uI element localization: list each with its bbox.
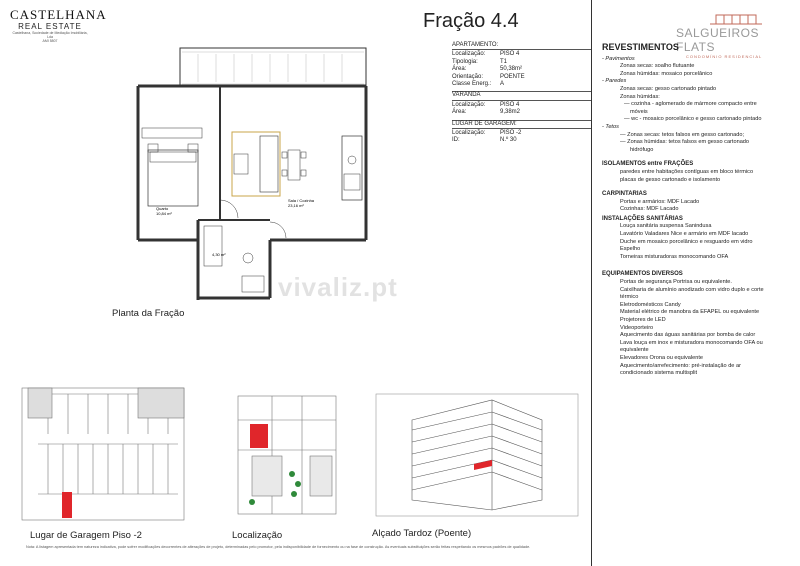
garage-header: LUGAR DE GARAGEM: (452, 120, 592, 129)
quarto-area: 10,84 m² (156, 211, 172, 216)
garage-row: ID: N.º 30 (452, 137, 517, 144)
spec-item: Louça sanitária suspensa Sanindusa (620, 223, 712, 230)
spec-item: Zonas húmidas: (620, 93, 660, 100)
spec-item-cont: térmico (620, 294, 639, 301)
spec-item: Caixilharia de alumínio anodizado com vidro duplo e corte (620, 286, 764, 293)
floor-plan (120, 40, 380, 300)
sala-label: Sala / Cozinha (288, 198, 315, 203)
building-icon (706, 12, 766, 26)
spec-item: Torneiras misturadoras monocomando OFA (620, 253, 729, 260)
spec-item: Portas de segurança Portrisa ou equivalente. (620, 279, 732, 286)
location-highlight (250, 424, 268, 448)
disclaimer-note: Nota: A listagem apresentada tem natureza indicativa, pode sofrer modificações decorrentes de alterações de projeto, determinadas pelo promotor, pela indisponibilidade de fornecimento ou na fase de construção. As eventuais substituições serão feitas respeitando os mesmos padrões de qualidade. (26, 545, 531, 549)
spec-item: Duche em mosaico porcelânico e resguardo em vidro (620, 238, 753, 245)
spec-item: Material elétrico de manobra da EFAPEL ou equivalente (620, 309, 760, 316)
garage-spot-highlight (62, 492, 72, 518)
spec-item: Eletrodomésticos Candy (620, 301, 681, 308)
sanitarias-heading: INSTALAÇÕES SANITÁRIAS (602, 215, 683, 222)
spec-item: — wc - mosaico porcelânico e gesso cartonado pintado (624, 116, 762, 123)
paredes-heading: - Paredes (602, 78, 627, 85)
spec-item: — Zonas secas: tetos falsos em gesso cartonado; (620, 131, 745, 138)
sala-area: 23,16 m² (288, 203, 304, 208)
tetos-heading: - Tetos (602, 123, 619, 130)
spec-item: Lava louça em inox e misturadora monocomando OFA ou (620, 339, 763, 346)
spec-item: Elevadores Orona ou equivalente (620, 354, 704, 361)
spec-item: Zonas húmidas: mosaico porcelânico (620, 70, 713, 77)
spec-item: Zonas secas: gesso cartonado pintado (620, 85, 717, 92)
brand-ami: AMI 5807 (42, 39, 58, 43)
location-plan (232, 390, 342, 520)
apt-row: Classe Energ.: A (452, 81, 505, 88)
spec-item: paredes entre habitações contíguas em bloco térmico (620, 168, 754, 175)
spec-item: placas de gesso cartonado e isolamento (620, 176, 721, 183)
unit-title: Fração 4.4 (423, 10, 519, 32)
spec-item: Projetores de LED (620, 317, 666, 323)
unit-highlight (474, 460, 492, 470)
apt-row: Tipologia: T1 (452, 58, 508, 65)
spec-item-cont: móveis (630, 108, 648, 115)
carpintarias-heading: CARPINTARIAS (602, 191, 647, 198)
spec-item-cont: condicionado sistema multisplit (620, 370, 698, 377)
apt-row: Orientação: POENTE (452, 73, 525, 80)
spec-item: Zonas secas: soalho flutuante (620, 63, 695, 70)
specifications (602, 44, 792, 378)
apartment-header: APARTAMENTO: (452, 42, 592, 50)
spec-item: — Zonas húmidas: tetos falsos em gesso cartonado (620, 139, 750, 146)
garage-row: Localização: PISO -2 (452, 130, 522, 137)
spec-item-cont: hidrófugo (630, 146, 654, 153)
unit-summary (452, 42, 592, 145)
garage-plan (18, 384, 188, 524)
apt-row: Localização: PISO 4 (452, 51, 520, 58)
spec-item: Aquecimento das águas sanitárias por bomba de calor (620, 332, 756, 339)
brand-name: CASTELHANA (10, 7, 107, 22)
spec-item-cont: equivalente (620, 347, 649, 354)
spec-item: Portas e armários: MDF Lacado (620, 198, 700, 205)
caption-location: Localização (232, 530, 283, 541)
spec-item: — cozinha - aglomerado de mármore compacto entre (624, 101, 757, 108)
equipamentos-heading: EQUIPAMENTOS DIVERSOS (602, 271, 683, 278)
veranda-row: Área: 9,38m2 (452, 109, 521, 116)
revestimentos-heading: REVESTIMENTOS (602, 42, 679, 52)
logo-name: SALGUEIROS FLATS (676, 26, 760, 54)
brand-sub: REAL ESTATE (18, 22, 82, 31)
wc-area: 4,30 m² (212, 252, 226, 257)
castelhana-logo (10, 7, 107, 43)
divider (591, 0, 592, 566)
apt-row: Área: 50,38m² (452, 66, 523, 73)
spec-item: Cozinhas: MDF Lacado (620, 206, 679, 213)
watermark: vivaliz.pt (278, 272, 398, 302)
caption-garage: Lugar de Garagem Piso -2 (30, 530, 142, 541)
veranda-header: VARANDA (452, 91, 592, 100)
elevation-view (372, 390, 582, 520)
spec-item: Videoporteiro (620, 324, 654, 331)
veranda-row: Localização: PISO 4 (452, 101, 520, 108)
caption-plan: Planta da Fração (112, 308, 185, 319)
logo-sub: CONDOMÍNIO RESIDENCIAL (686, 54, 763, 59)
spec-item: Aquecimento/arrefecimento: pré-instalação de ar (620, 362, 741, 369)
spec-item: Lavatório Valadares Nice e armário em MDF lacado (620, 231, 749, 238)
brand-tag: Castelhana, Sociedade de Mediação Imobiliária, Lda (12, 31, 88, 39)
caption-elevation: Alçado Tardoz (Poente) (372, 528, 472, 539)
pavimentos-heading: - Pavimentos (602, 55, 635, 62)
isolamentos-heading: ISOLAMENTOS entre FRAÇÕES (602, 161, 694, 168)
quarto-label: Quarto (156, 206, 169, 211)
spec-item: Espelho (620, 246, 641, 253)
